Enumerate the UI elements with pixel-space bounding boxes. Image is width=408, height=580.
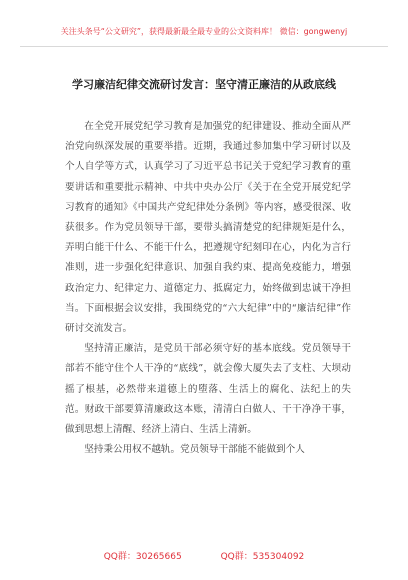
footer-qq-group-2: QQ群：535304092 — [220, 552, 305, 562]
paragraph-3: 坚持秉公用权不越轨。党员领导干部能不能做到个人 — [84, 444, 305, 456]
paragraph-1: 在全党开展党纪学习教育是加强党的纪律建设、推动全面从严治党向纵深发展的重要举措。近期，我通过参加集中学习研讨以及个人自学等方式，认真学习了习近平总书记关于党纪学习教育的重要讲话和重要批示精神、中共中央办公厅《关于在全党开展党纪学习教育的通知》《中国共产党纪律处分条例》等内容，感受很深、收获很多。作为党员领导干部，要带头搞清楚党的纪律规矩是什么，弄明白能干什么、不能干什么，把遵规守纪刻印在心，内化为言行准则，进一步强化纪律意识、加强自我约束、提高免疫能力，增强政治定力、纪律定力、道德定力、抵腐定力，始终做到忠诚干净担当。下面根据会议安排，我围绕党的“六大纪律”中的“廉洁纪律”作研讨交流发言。 — [65, 121, 351, 335]
header-divider — [20, 46, 388, 47]
header-notice: 关注头条号“公文研究”，获得最新最全最专业的公文资料库！ 微信：gongwenyj — [60, 27, 348, 36]
footer — [0, 549, 408, 562]
paragraph-2: 坚持清正廉洁，是党员干部必须守好的基本底线。党员领导干部若不能守住个人干净的“底线”，就会像大厦失去了支柱、大坝动摇了根基，必然带来道德上的堕落、生活上的腐化、法纪上的失范。财政干部要算清廉政这本账，清清白白做人、干干净净干事，做到思想上清醒、经济上清白、生活上清新。 — [65, 343, 351, 436]
footer-qq-group-1: QQ群：30265665 — [103, 552, 182, 562]
document-title: 学习廉洁纪律交流研讨发言：坚守清正廉洁的从政底线 — [72, 78, 336, 91]
document-body — [65, 117, 351, 460]
